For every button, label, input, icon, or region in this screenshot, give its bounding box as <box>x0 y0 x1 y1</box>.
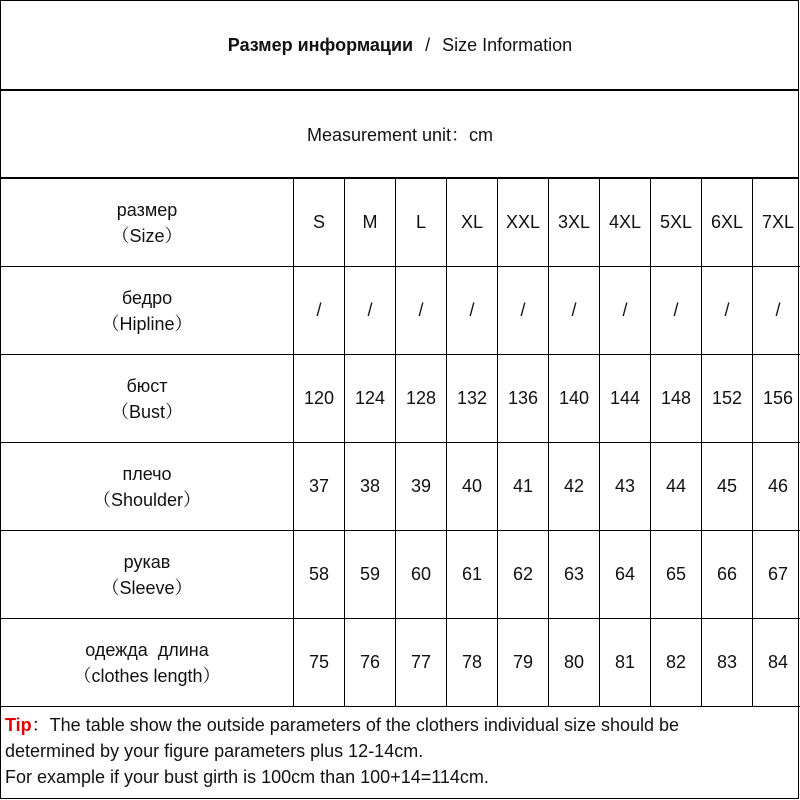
table-cell: / <box>498 267 549 355</box>
table-cell: 3XL <box>549 179 600 267</box>
table-cell: 144 <box>600 355 651 443</box>
table-cell: 76 <box>345 619 396 707</box>
title-row <box>1 1 799 91</box>
table-cell: 124 <box>345 355 396 443</box>
size-table <box>1 179 800 707</box>
table-cell: / <box>549 267 600 355</box>
row-label-russian: размер <box>116 199 178 220</box>
table-cell: / <box>345 267 396 355</box>
table-cell: 67 <box>753 531 800 619</box>
table-row <box>1 443 800 531</box>
table-cell: 62 <box>498 531 549 619</box>
table-cell: / <box>396 267 447 355</box>
table-cell: S <box>294 179 345 267</box>
title-english: Size Information <box>442 34 573 55</box>
table-cell: / <box>447 267 498 355</box>
tip-line-1: The table show the outside parameters of the clothers individual size should be <box>49 715 680 735</box>
table-cell: / <box>600 267 651 355</box>
table-cell: 44 <box>651 443 702 531</box>
table-cell: 64 <box>600 531 651 619</box>
table-cell: 5XL <box>651 179 702 267</box>
table-cell: / <box>651 267 702 355</box>
table-cell: 81 <box>600 619 651 707</box>
row-label <box>1 531 294 619</box>
tip-colon: ： <box>31 715 50 735</box>
row-label-russian: бедро <box>121 287 173 308</box>
row-label <box>1 619 294 707</box>
table-row <box>1 179 800 267</box>
row-label-russian: рукав <box>123 551 171 572</box>
table-cell: 4XL <box>600 179 651 267</box>
table-cell: XL <box>447 179 498 267</box>
table-cell: 63 <box>549 531 600 619</box>
table-cell: 60 <box>396 531 447 619</box>
tip-line-2: determined by your figure parameters plus 12-14cm. <box>5 741 424 761</box>
table-cell: 152 <box>702 355 753 443</box>
row-label <box>1 355 294 443</box>
row-label-russian: плечо <box>122 463 172 484</box>
table-cell: 156 <box>753 355 800 443</box>
row-label <box>1 179 294 267</box>
table-cell: 65 <box>651 531 702 619</box>
row-label-english: （Hipline） <box>101 313 193 334</box>
table-cell: 140 <box>549 355 600 443</box>
table-cell: 43 <box>600 443 651 531</box>
table-cell: 40 <box>447 443 498 531</box>
table-cell: 7XL <box>753 179 800 267</box>
table-cell: 120 <box>294 355 345 443</box>
table-cell: 42 <box>549 443 600 531</box>
table-cell: 37 <box>294 443 345 531</box>
table-cell: 78 <box>447 619 498 707</box>
table-cell: 66 <box>702 531 753 619</box>
table-cell: 128 <box>396 355 447 443</box>
table-cell: 132 <box>447 355 498 443</box>
tip-note <box>5 712 797 790</box>
table-cell: XXL <box>498 179 549 267</box>
measurement-unit <box>1 91 799 179</box>
table-cell: 75 <box>294 619 345 707</box>
row-label-english: （Shoulder） <box>92 489 202 510</box>
table-cell: 77 <box>396 619 447 707</box>
row-label <box>1 267 294 355</box>
table-cell: / <box>702 267 753 355</box>
table-cell: 6XL <box>702 179 753 267</box>
row-label <box>1 443 294 531</box>
table-cell: 136 <box>498 355 549 443</box>
row-label-russian: бюст <box>126 375 168 396</box>
tip-line-3: For example if your bust girth is 100cm than 100+14=114cm. <box>5 767 489 787</box>
table-row <box>1 619 800 707</box>
table-cell: 45 <box>702 443 753 531</box>
measurement-unit-text: Measurement unit：cm <box>306 125 494 145</box>
table-cell: 148 <box>651 355 702 443</box>
row-label-english: （Size） <box>111 225 183 246</box>
row-label-russian: одежда длина <box>85 639 209 660</box>
table-cell: 83 <box>702 619 753 707</box>
table-cell: 59 <box>345 531 396 619</box>
table-cell: 58 <box>294 531 345 619</box>
table-cell: / <box>753 267 800 355</box>
title-separator: / <box>425 34 431 55</box>
tip-label: Tip <box>5 715 32 735</box>
table-cell: L <box>396 179 447 267</box>
table-row <box>1 355 800 443</box>
table-cell: 82 <box>651 619 702 707</box>
table-row <box>1 531 800 619</box>
table-cell: 79 <box>498 619 549 707</box>
table-cell: 41 <box>498 443 549 531</box>
table-cell: 39 <box>396 443 447 531</box>
table-row <box>1 267 800 355</box>
row-label-english: （Bust） <box>110 401 184 422</box>
table-cell: M <box>345 179 396 267</box>
table-cell: 46 <box>753 443 800 531</box>
row-label-english: （clothes length） <box>73 665 221 686</box>
table-cell: 80 <box>549 619 600 707</box>
row-label-english: （Sleeve） <box>101 577 193 598</box>
table-cell: 38 <box>345 443 396 531</box>
title-russian: Размер информации <box>227 34 414 55</box>
table-cell: 84 <box>753 619 800 707</box>
table-cell: / <box>294 267 345 355</box>
table-cell: 61 <box>447 531 498 619</box>
